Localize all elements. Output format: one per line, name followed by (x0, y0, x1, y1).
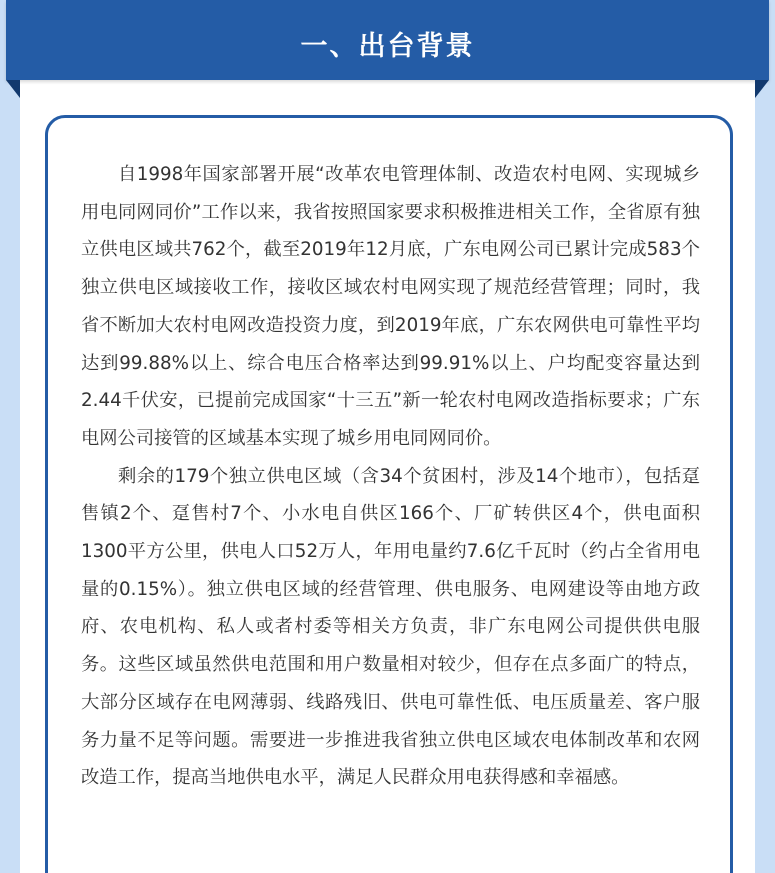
banner-fold-right (755, 80, 769, 98)
paragraph-1: 自1998年国家部署开展“改革农电管理体制、改造农村电网、实现城乡用电同网同价”工作以来，我省按照国家要求积极推进相关工作，全省原有独立供电区域共762个，截至2019年12月底，广东电网公司已累计完成583个独立供电区域接收工作，接收区域农村电网实现了规范经营管理；同时，我省不断加大农村电网改造投资力度，到2019年底，广东农网供电可靠性平均达到99.88%以上、综合电压合格率达到99.91%以上、户均配变容量达到2.44千伏安，已提前完成国家“十三五”新一轮农村电网改造指标要求；广东电网公司接管的区域基本实现了城乡用电同网同价。 (81, 164, 700, 449)
content-card (45, 115, 733, 873)
section-banner (6, 0, 769, 80)
banner-fold-left (6, 80, 20, 98)
section-title: 一、出台背景 (300, 31, 475, 62)
paragraph-2: 剩余的179个独立供电区域（含34个贫困村，涉及14个地市），包括趸售镇2个、趸售村7个、小水电自供区166个、厂矿转供区4个，供电面积1300平方公里，供电人口52万人，年用电量约7.6亿千瓦时（约占全省用电量的0.15%）。独立供电区域的经营管理、供电服务、电网建设等由地方政府、农电机构、私人或者村委等相关方负责，非广东电网公司提供供电服务。这些区域虽然供电范围和用户数量相对较少，但存在点多面广的特点，大部分区域存在电网薄弱、线路残旧、供电可靠性低、电压质量差、客户服务力量不足等问题。需要进一步推进我省独立供电区域农电体制改革和农网改造工作，提高当地供电水平，满足人民群众用电获得感和幸福感。 (81, 465, 700, 789)
